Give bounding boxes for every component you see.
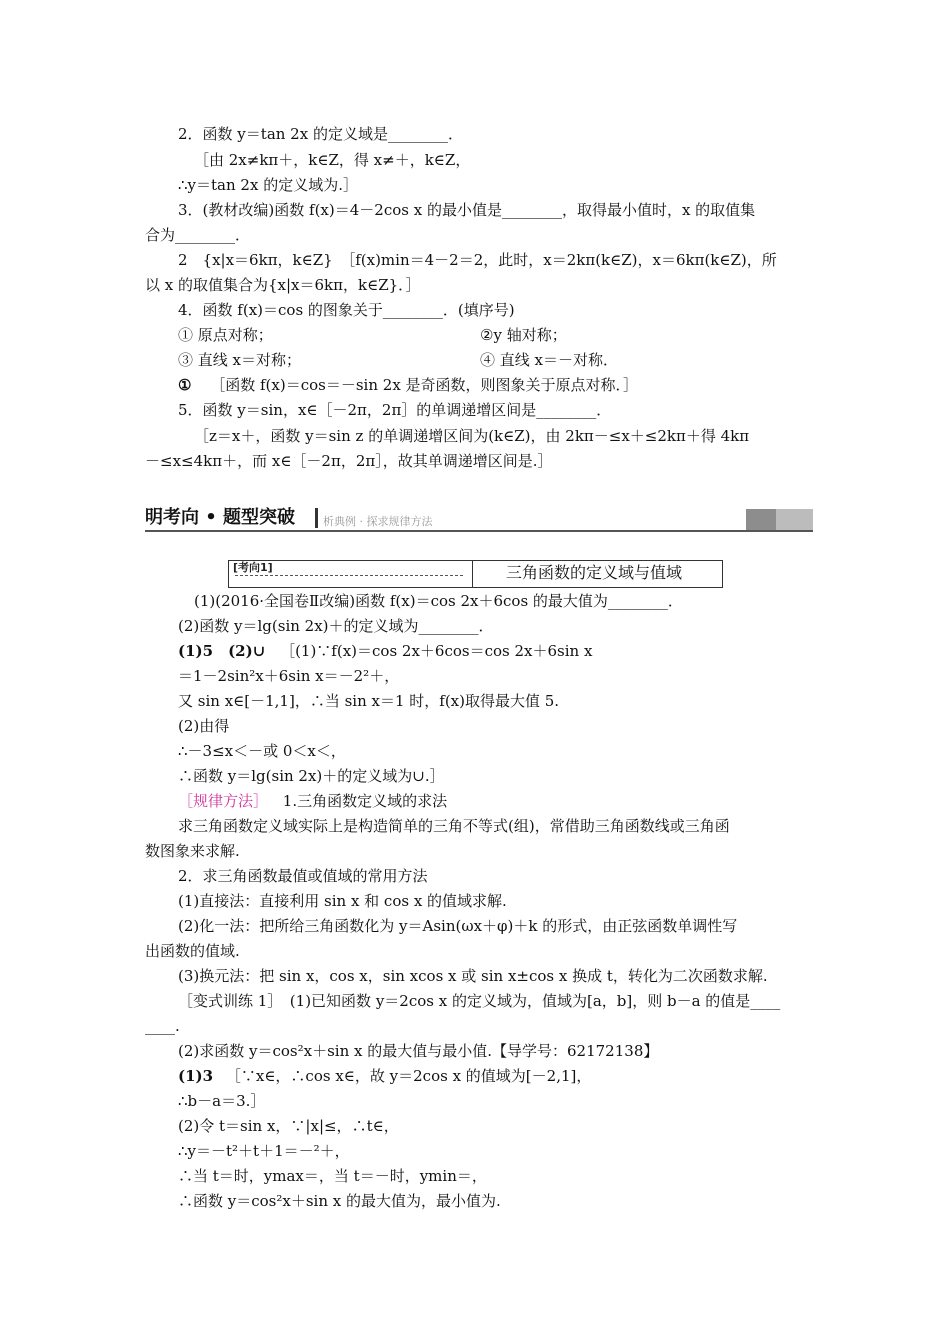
- method-heading-2: 2．求三角函数最值或值域的常用方法: [178, 867, 428, 885]
- ex1-step-6: ∴函数 y＝lg(sin 2x)＋的定义域为∪.］: [178, 767, 445, 785]
- exercise-answer-2: ∴b－a＝3.］: [178, 1092, 266, 1110]
- banner-subtitle: 析典例 · 探求规律方法: [323, 515, 433, 528]
- method-heading: [178, 791, 447, 811]
- q2-solution-cont: ∴y＝tan 2x 的定义域为.］: [178, 176, 358, 194]
- q4-answer-number: ①: [178, 376, 192, 394]
- exercise-answer-5: ∴当 t＝时，ymax＝，当 t＝－时，ymin＝，: [178, 1167, 487, 1185]
- section-banner: [145, 506, 813, 532]
- q3-text-cont: 合为________．: [145, 226, 251, 244]
- q4-option-1: ① 原点对称；: [178, 326, 273, 344]
- ex1-step-4: (2)由得: [178, 717, 230, 735]
- q4-option-4: ④ 直线 x＝－对称．: [480, 351, 618, 369]
- exercise-2: (2)求函数 y＝cos²x＋sin x 的最大值与最小值.【导学号：62172138】: [178, 1042, 659, 1060]
- banner-block-light: [776, 509, 813, 530]
- banner-separator: [315, 508, 318, 528]
- q4-text: 4．函数 f(x)＝cos 的图象关于________．(填序号): [178, 301, 515, 319]
- kaoxiang-header: [228, 560, 723, 588]
- q3-answer: 2 {x|x＝6kπ，k∈Z} ［f(x)min＝4－2＝2，此时，x＝2kπ(k∈Z)，x＝6kπ(k∈Z)，所: [178, 251, 777, 269]
- ex1-step-5: ∴－3≤x＜－或 0＜x＜，: [178, 742, 346, 760]
- q4-answer-explain: ［函数 f(x)＝cos＝－sin 2x 是奇函数，则图象关于原点对称．］: [210, 376, 639, 394]
- exercise-answer-4: ∴y＝－t²＋t＋1＝－²＋，: [178, 1142, 350, 1160]
- q5-text: 5．函数 y＝sin，x∈［－2π，2π］的单调递增区间是________．: [178, 401, 612, 419]
- q4-option-3: ③ 直线 x＝对称；: [178, 351, 301, 369]
- method-para-1: 求三角函数定义域实际上是构造简单的三角不等式(组)，常借助三角函数线或三角函: [178, 817, 730, 835]
- q5-solution-cont: －≤x≤4kπ＋，而 x∈［－2π，2π］，故其单调递增区间是.］: [145, 452, 553, 470]
- kaoxiang-tag: [考向1]: [233, 561, 273, 574]
- kaoxiang-dash: [235, 575, 463, 576]
- exercise-1-cont: ____.: [145, 1017, 180, 1035]
- method-heading-text: 1.三角函数定义域的求法: [282, 792, 448, 810]
- q5-solution: ［z＝x＋，函数 y＝sin z 的单调递增区间为(k∈Z)，由 2kπ－≤x＋≤2kπ＋得 4kπ: [194, 427, 750, 445]
- ex1-step-3: 又 sin x∈[－1,1]，∴当 sin x＝1 时，f(x)取得最大值 5.: [178, 692, 560, 710]
- exercise-answer-6: ∴函数 y＝cos²x＋sin x 的最大值为，最小值为.: [178, 1192, 501, 1210]
- exercise-answer-value: (1)3: [178, 1067, 214, 1085]
- ex1-q2: (2)函数 y＝lg(sin 2x)＋的定义域为________．: [178, 617, 494, 635]
- ex1-answer-explain: ［(1)∵f(x)＝cos 2x＋6cos＝cos 2x＋6sin x: [280, 642, 593, 660]
- banner-block-dark: [746, 509, 776, 530]
- method-item-1: (1)直接法：直接利用 sin x 和 cos x 的值域求解.: [178, 892, 507, 910]
- q2-text: 2．函数 y＝tan 2x 的定义域是________．: [178, 125, 463, 143]
- kaoxiang-label-cell: [229, 561, 473, 587]
- method-tag: ［规律方法］: [178, 792, 269, 810]
- ex1-step-2: ＝1－2sin²x＋6sin x＝－2²＋，: [178, 667, 400, 685]
- exercise-answer-1: [178, 1066, 591, 1086]
- method-item-3: (3)换元法：把 sin x，cos x，sin xcos x 或 sin x±cos x 换成 t，转化为二次函数求解.: [178, 967, 768, 985]
- method-para-1-cont: 数图象来求解.: [145, 842, 240, 860]
- exercise-1: ［变式训练 1］ (1)已知函数 y＝2cos x 的定义域为，值域为[a，b]，则 b－a 的值是____: [178, 992, 781, 1010]
- ex1-q1: (1)(2016·全国卷Ⅱ改编)函数 f(x)＝cos 2x＋6cos 的最大值为________．: [194, 592, 683, 610]
- banner-rule: [145, 530, 813, 532]
- q3-text: 3．(教材改编)函数 f(x)＝4－2cos x 的最小值是________，取得最小值时，x 的取值集: [178, 201, 756, 219]
- q4-option-2: ②y 轴对称；: [480, 326, 567, 344]
- method-item-2-cont: 出函数的值域.: [145, 942, 240, 960]
- exercise-answer-3: (2)令 t＝sin x，∵|x|≤，∴t∈，: [178, 1117, 399, 1135]
- q2-solution: ［由 2x≠kπ＋，k∈Z，得 x≠＋，k∈Z，: [194, 151, 471, 169]
- exercise-answer-explain: ［∵x∈，∴cos x∈，故 y＝2cos x 的值域为[－2,1]，: [225, 1067, 592, 1085]
- q4-answer: [178, 375, 638, 395]
- banner-title: 明考向 • 题型突破: [145, 507, 296, 528]
- kaoxiang-title: 三角函数的定义域与值域: [506, 563, 683, 582]
- ex1-answer-values: (1)5 (2)∪: [178, 642, 266, 660]
- q3-answer-cont: 以 x 的取值集合为{x|x＝6kπ，k∈Z}．］: [145, 276, 421, 294]
- method-item-2: (2)化一法：把所给三角函数化为 y＝Asin(ωx＋φ)＋k 的形式，由正弦函数单调性写: [178, 917, 738, 935]
- ex1-answer: [178, 641, 592, 661]
